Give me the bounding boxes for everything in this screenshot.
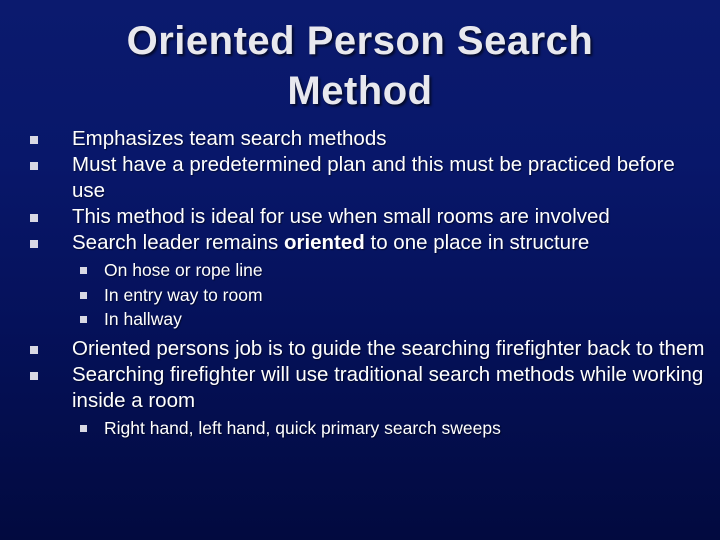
square-bullet-icon	[30, 162, 38, 170]
bullet-text: Oriented persons job is to guide the searching firefighter back to them	[72, 336, 705, 360]
bullet-list	[28, 126, 708, 444]
bullet-text: Emphasizes team search methods	[72, 127, 387, 150]
sub-bullet-list	[72, 416, 708, 441]
sub-bullet-text: In hallway	[104, 309, 182, 329]
slide-title	[0, 16, 720, 116]
square-bullet-icon	[30, 214, 38, 222]
bullet-item	[28, 204, 708, 230]
sub-bullet-item	[72, 283, 708, 308]
slide-title-line-1: Oriented Person Search	[126, 19, 594, 63]
square-bullet-icon	[80, 316, 87, 323]
bullet-text-emphasis: oriented	[283, 231, 365, 254]
bullet-item	[28, 362, 708, 441]
bullet-text: This method is ideal for use when small rooms are involved	[72, 205, 610, 228]
square-bullet-icon	[30, 240, 38, 248]
bullet-text	[72, 231, 589, 254]
square-bullet-icon	[80, 267, 87, 274]
bullet-text: Searching firefighter will use traditional search methods while working inside a room	[72, 362, 704, 412]
bullet-item	[28, 336, 708, 362]
sub-bullet-text: Right hand, left hand, quick primary search sweeps	[104, 417, 501, 438]
bullet-item	[28, 230, 708, 332]
bullet-item	[28, 126, 708, 152]
square-bullet-icon	[30, 372, 38, 380]
square-bullet-icon	[30, 136, 38, 144]
sub-bullet-text: On hose or rope line	[104, 260, 263, 280]
bullet-text: Must have a predetermined plan and this must be practiced before use	[72, 153, 675, 202]
bullet-text-start: Search leader remains	[72, 231, 284, 254]
sub-bullet-text: In entry way to room	[104, 284, 263, 305]
square-bullet-icon	[80, 292, 87, 299]
slide-title-line-2: Method	[287, 69, 433, 113]
bullet-item	[28, 152, 708, 204]
bullet-text-end: to one place in structure	[364, 231, 590, 254]
square-bullet-icon	[30, 346, 38, 354]
sub-bullet-item	[72, 258, 708, 283]
square-bullet-icon	[80, 425, 87, 432]
sub-bullet-item	[72, 416, 708, 441]
sub-bullet-item	[72, 307, 708, 332]
sub-bullet-list	[72, 258, 708, 332]
